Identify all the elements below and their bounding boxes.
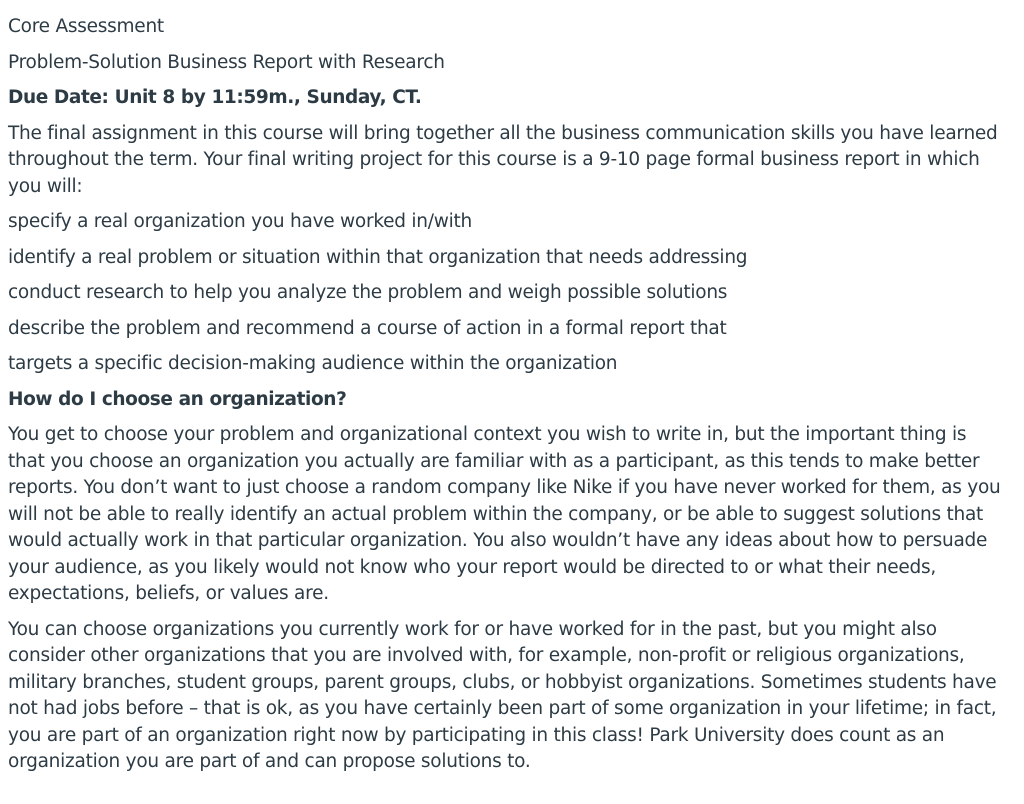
task-item: targets a specific decision-making audience within the organization (8, 353, 618, 374)
report-title: Problem-Solution Business Report with Research (8, 51, 445, 73)
body-paragraph: You get to choose your problem and organizational context you wish to write in, but the important thing is that you choose an organization you actually are familiar with as a participant, as this tends to make better reports. You don’t want to just choose a random company like Nike if you have never worked for them, as you will not be able to really identify an actual problem within the company, or be able to suggest solutions that would actually work in that particular organization. You also wouldn’t have any ideas about how to persuade your audience, as you likely would not know who your report would be directed to or what their needs, expectations, beliefs, or values are. (8, 424, 1001, 604)
due-date: Due Date: Unit 8 by 11:59m., Sunday, CT. (8, 87, 422, 108)
task-item: describe the problem and recommend a course of action in a formal report that (8, 317, 727, 339)
task-item: conduct research to help you analyze the problem and weigh possible solutions (8, 282, 728, 303)
intro-paragraph: The final assignment in this course will bring together all the business communication skills you have learned throughout the term. Your final writing project for this course is a 9-10 page formal business report in which you will: (8, 122, 998, 197)
section-heading: How do I choose an organization? (8, 388, 347, 410)
body-paragraph: You can choose organizations you currently work for or have worked for in the past, but you might also consider other organizations that you are involved with, for example, non-profit or religious organizations, military branches, student groups, parent groups, clubs, or hobbyist organizations. Sometimes students have not had jobs before – that is ok, as you have certainly been part of some organization in your lifetime; in fact, you are part of an organization right now by participating in this class! Park University does count as an organization you are part of and can propose solutions to. (8, 618, 997, 772)
document-heading: Core Assessment (8, 16, 164, 37)
task-item: identify a real problem or situation within that organization that needs addressing (8, 246, 748, 268)
task-item: specify a real organization you have worked in/with (8, 211, 473, 232)
